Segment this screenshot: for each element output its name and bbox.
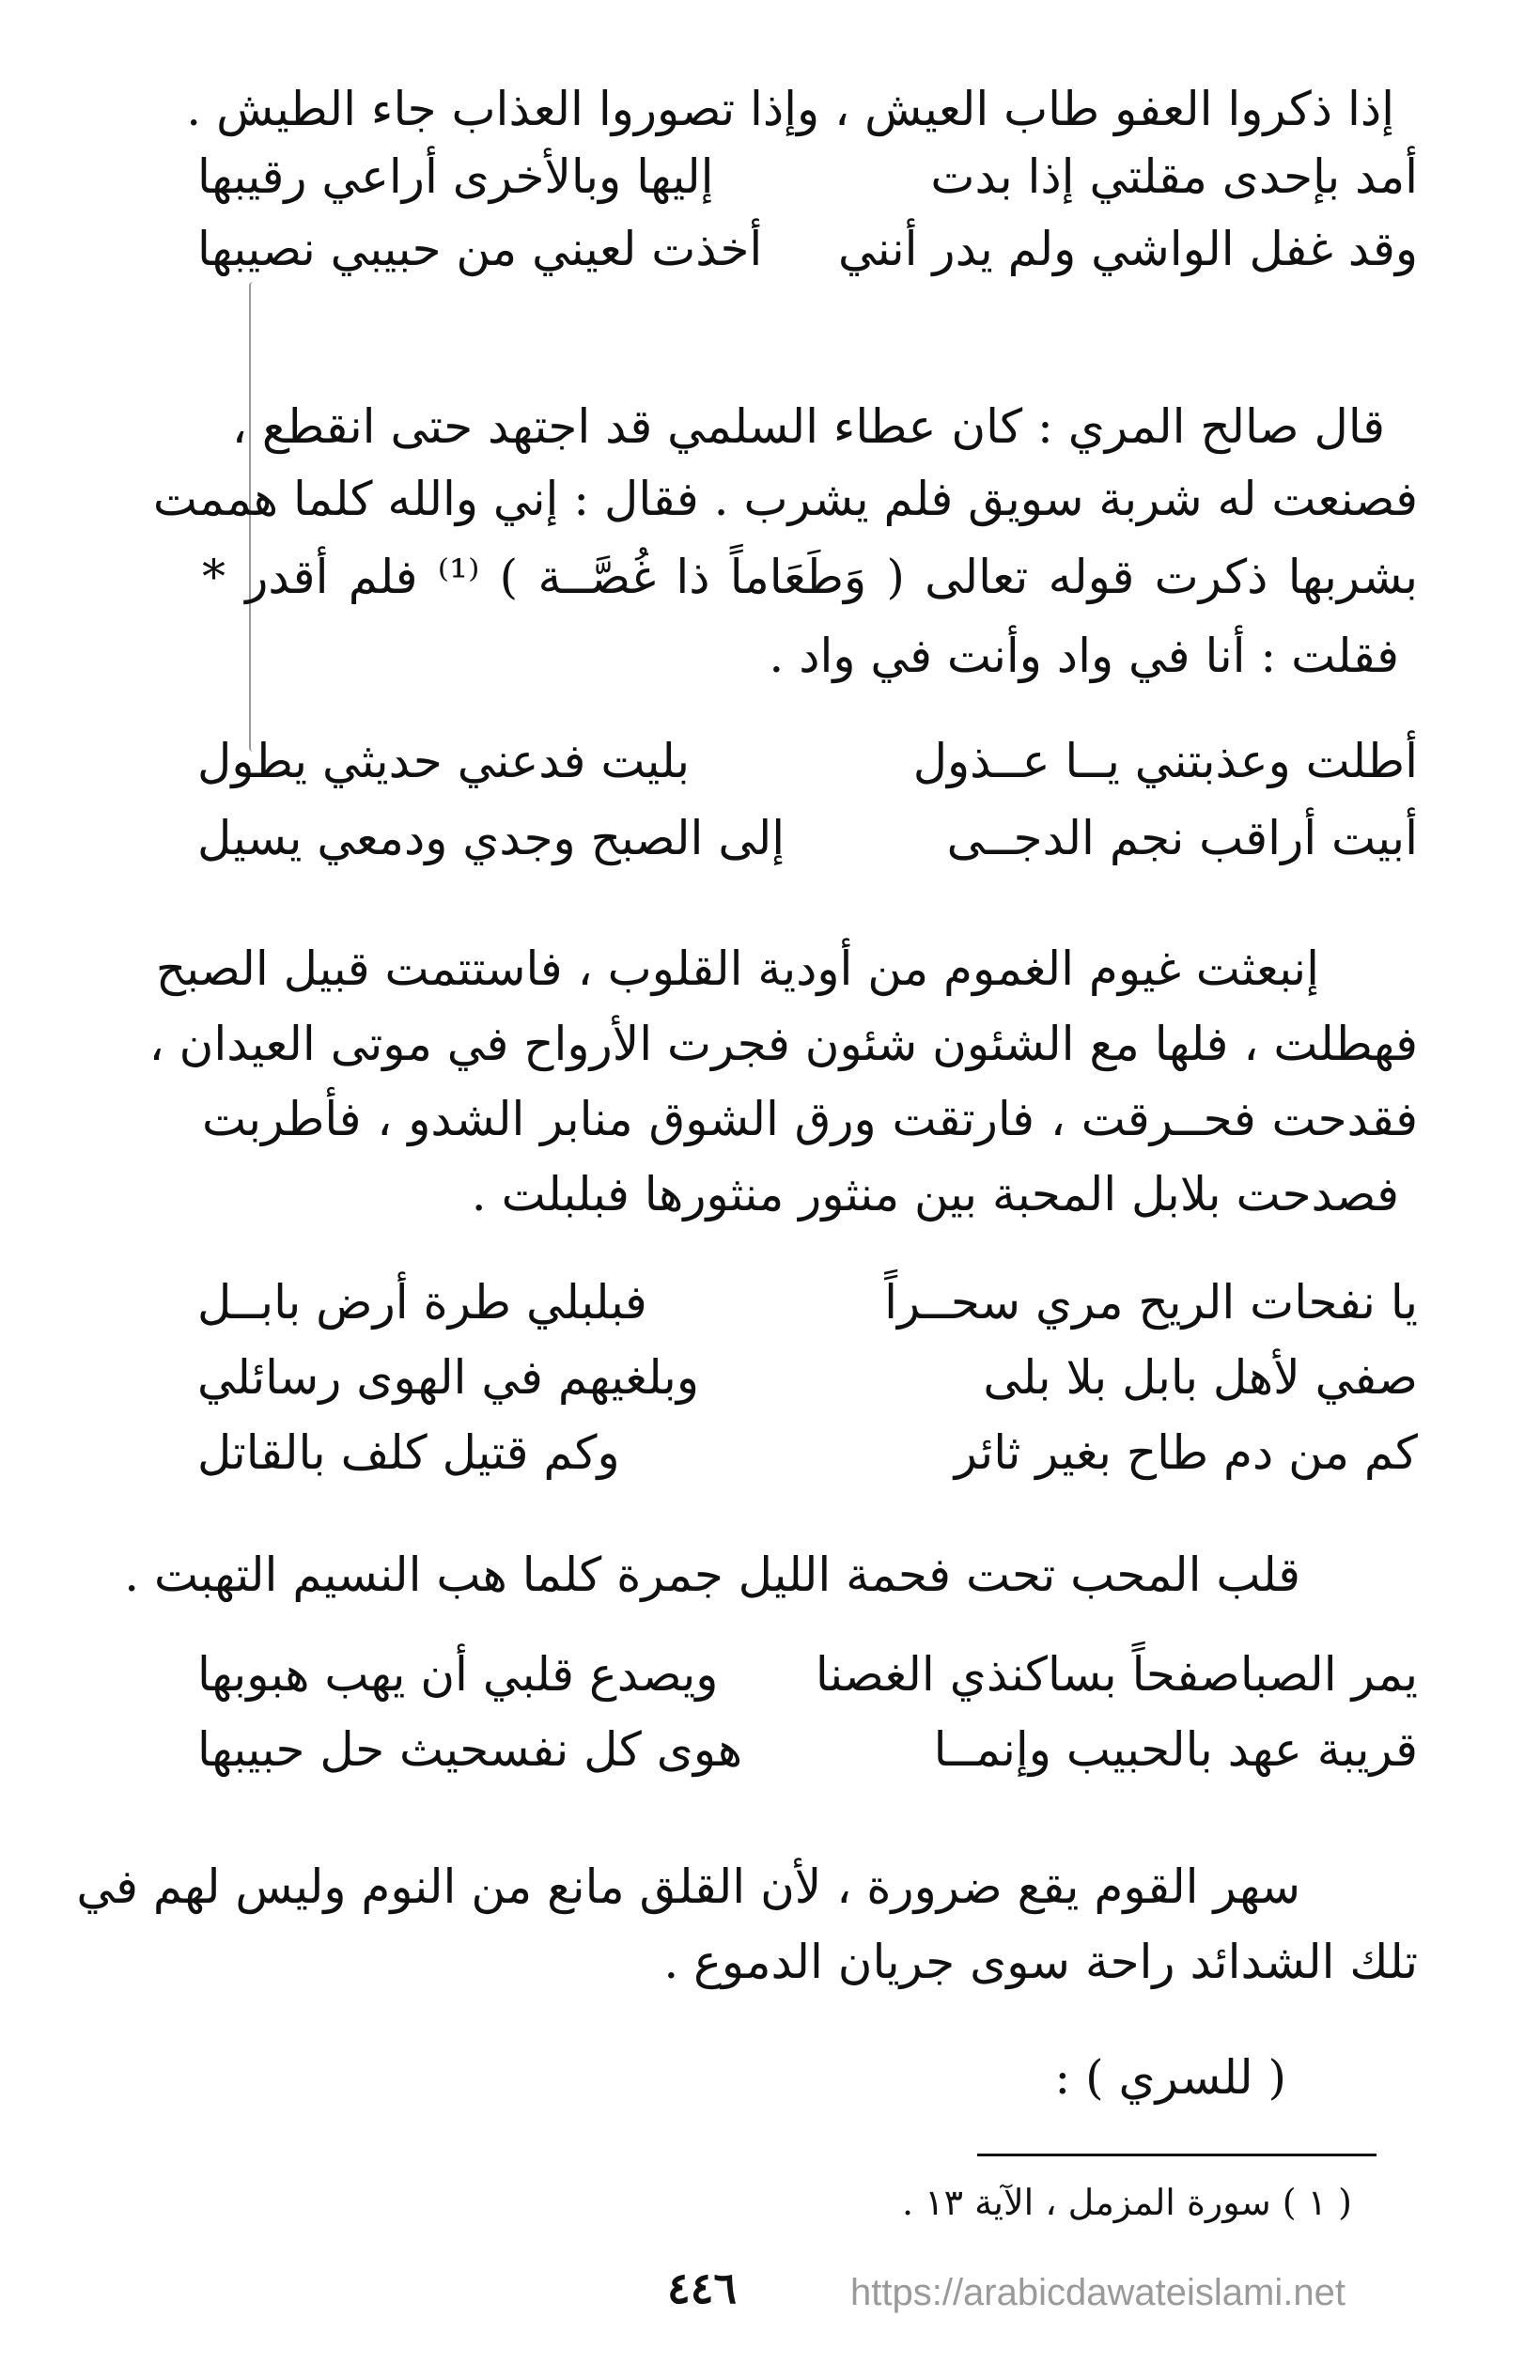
watermark-url: https://arabicdawateislami.net bbox=[850, 2272, 1346, 2313]
verse-line bbox=[197, 1637, 1418, 1712]
verse-hemistich-first: يمر الصباصفحاً بساكنذي الغصنا bbox=[815, 1647, 1418, 1702]
text-line: سهر القوم يقع ضرورة ، لأن القلق مانع من النوم وليس لهم في bbox=[76, 1859, 1300, 1914]
verse-line bbox=[197, 723, 1418, 799]
verse-hemistich-second: هوى كل نفسحيث حل حبيبها bbox=[197, 1722, 743, 1777]
text-line: قلب المحب تحت فحمة الليل جمرة كلما هب النسيم التهبت . bbox=[124, 1548, 1300, 1602]
text-line: تلك الشدائد راحة سوى جريان الدموع . bbox=[663, 1935, 1418, 1989]
text-line: فهطلت ، فلها مع الشئون شئون فجرت الأرواح في موتى العيدان ، bbox=[148, 1017, 1418, 1071]
text-line: إنبعثت غيوم الغموم من أودية القلوب ، فاستتمت قبيل الصبح bbox=[155, 941, 1319, 996]
text-line: فصدحت بلابل المحبة بين منثور منثورها فبلبلت . bbox=[471, 1167, 1399, 1221]
verse-line bbox=[197, 1340, 1418, 1415]
text-line: فقلت : أنا في واد وأنت في واد . bbox=[769, 629, 1399, 683]
verse-hemistich-second: فبلبلي طرة أرض بابــل bbox=[197, 1275, 647, 1330]
footnote: ( ١ ) سورة المزمل ، الآية ١٣ . bbox=[901, 2182, 1352, 2223]
verse-line bbox=[197, 801, 1418, 876]
verse-hemistich-first: أبيت أراقب نجم الدجــى bbox=[946, 811, 1418, 865]
verse-hemistich-second: وكم قتيل كلف بالقاتل bbox=[197, 1425, 620, 1480]
verse-hemistich-second: أخذت لعيني من حبيبي نصيبها bbox=[197, 222, 763, 276]
text-line: إذا ذكروا العفو طاب العيش ، وإذا تصوروا العذاب جاء الطيش . bbox=[186, 82, 1394, 136]
verse-hemistich-first: أطلت وعذبتني يــا عــذول bbox=[912, 734, 1418, 788]
text-line: فقدحت فحــرقت ، فارتقت ورق الشوق منابر الشدو ، فأطربت bbox=[202, 1092, 1418, 1146]
verse-line bbox=[197, 139, 1418, 214]
verse-hemistich-first: وقد غفل الواشي ولم يدر أنني bbox=[837, 222, 1418, 276]
text-line: فصنعت له شربة سويق فلم يشرب . فقال : إني والله كلما هممت bbox=[152, 472, 1418, 526]
text-line: بشربها ذكرت قوله تعالى ( وَطَعَاماً ذا غُصَّــة ) ⁽¹⁾ فلم أقدر * bbox=[202, 550, 1418, 604]
verse-line bbox=[197, 1415, 1418, 1490]
verse-hemistich-first: صفي لأهل بابل بلا بلى bbox=[983, 1350, 1418, 1405]
verse-hemistich-second: إليها وبالأخرى أراعي رقيبها bbox=[197, 149, 714, 204]
verse-hemistich-first: يا نفحات الريح مري سحــراً bbox=[884, 1275, 1418, 1330]
text-line: ( للسري ) : bbox=[1054, 2050, 1286, 2105]
verse-line bbox=[197, 211, 1418, 287]
verse-hemistich-first: قريبة عهد بالحبيب وإنمــا bbox=[933, 1722, 1418, 1777]
verse-hemistich-first: كم من دم طاح بغير ثائر bbox=[954, 1425, 1418, 1480]
verse-hemistich-second: إلى الصبح وجدي ودمعي يسيل bbox=[197, 811, 786, 865]
verse-line bbox=[197, 1265, 1418, 1340]
verse-hemistich-second: بليت فدعني حديثي يطول bbox=[197, 734, 690, 788]
text-line: قال صالح المري : كان عطاء السلمي قد اجتهد حتى انقطع ، bbox=[231, 399, 1385, 454]
verse-line bbox=[197, 1712, 1418, 1787]
verse-hemistich-first: أمد بإحدى مقلتي إذا بدت bbox=[930, 149, 1418, 204]
verse-hemistich-second: وبلغيهم في الهوى رسائلي bbox=[197, 1350, 699, 1405]
page-number: ٤٤٦ bbox=[667, 2263, 738, 2313]
footnote-divider bbox=[977, 2154, 1377, 2156]
verse-hemistich-second: ويصدع قلبي أن يهب هبوبها bbox=[197, 1647, 719, 1702]
